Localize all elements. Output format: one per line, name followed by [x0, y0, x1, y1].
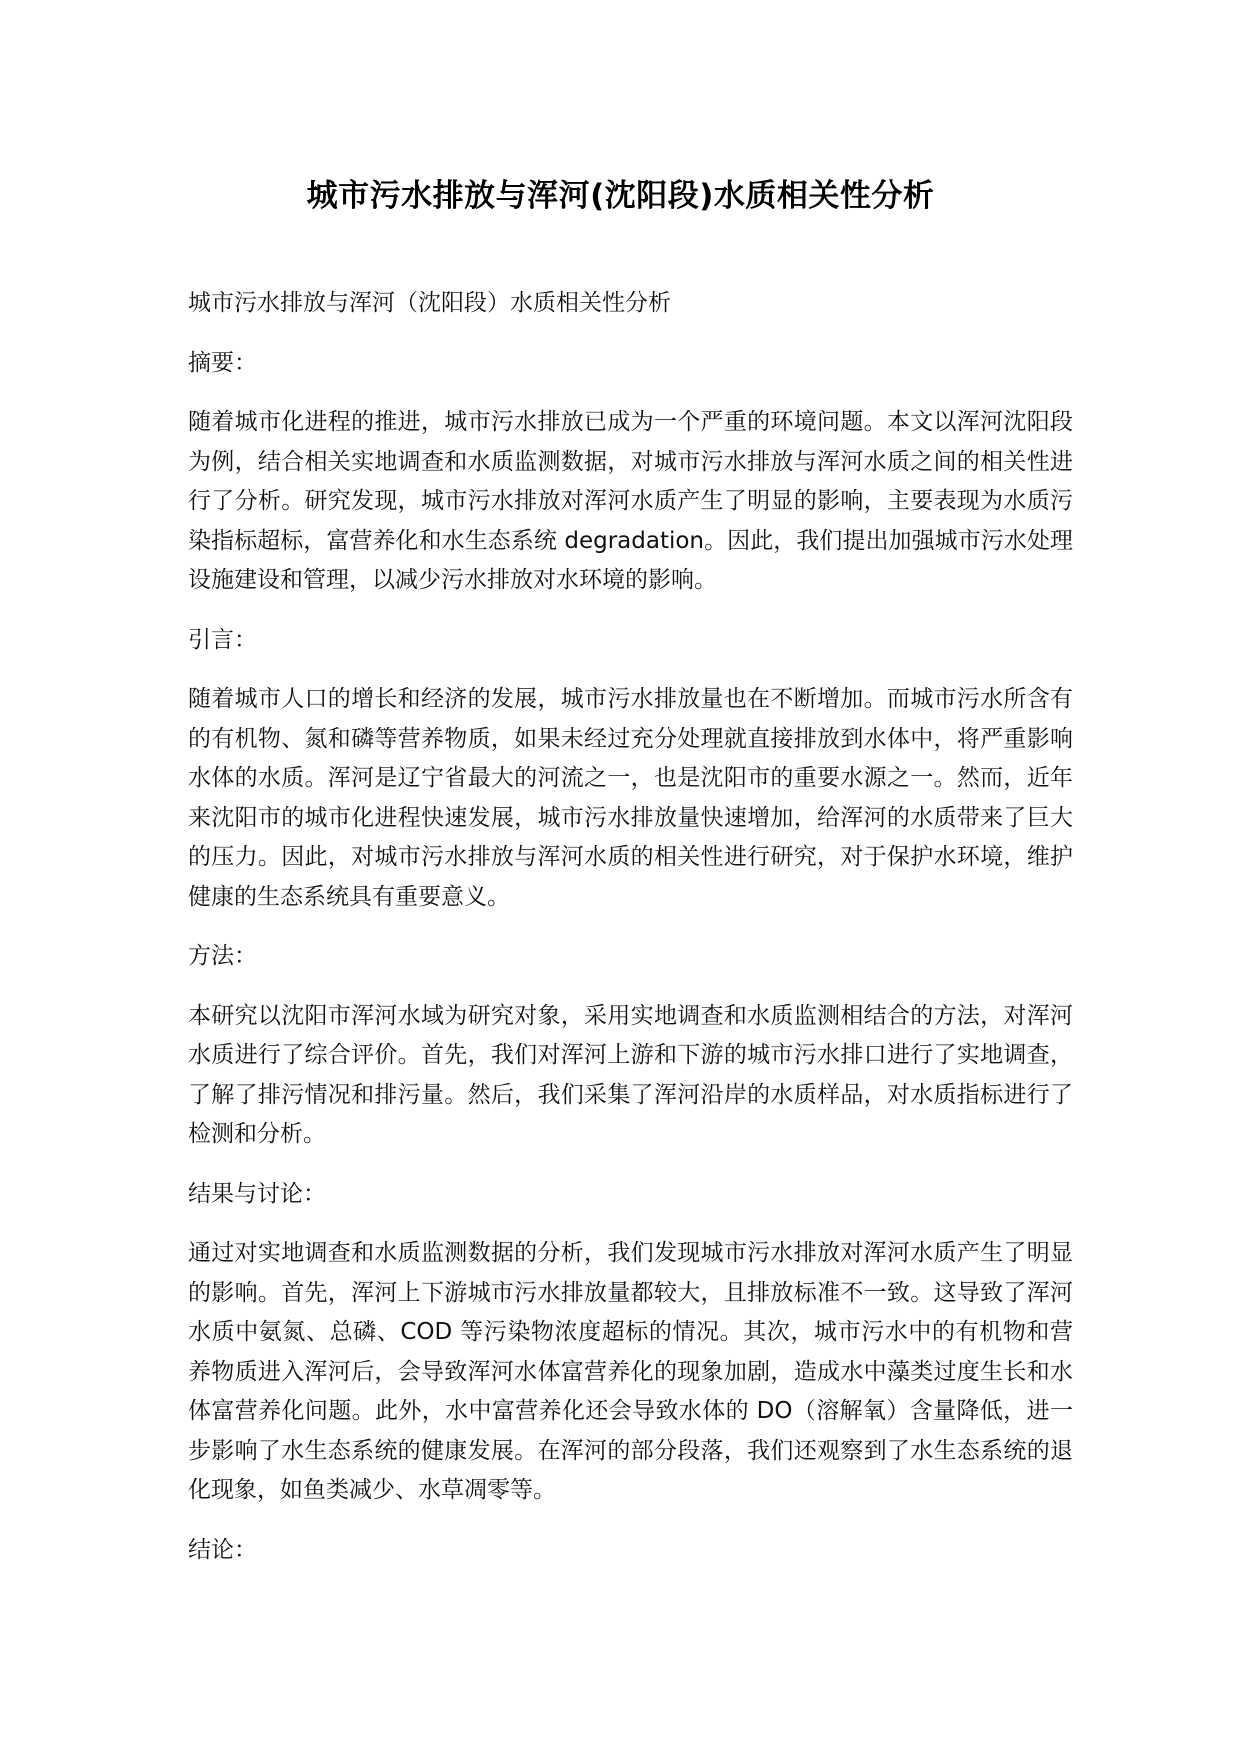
results-paragraph: 通过对实地调查和水质监测数据的分析，我们发现城市污水排放对浑河水质产生了明显的影响。首先，浑河上下游城市污水排放量都较大，且排放标准不一致。这导致了浑河水质中氨氮、总磷、COD 等污染物浓度超标的情况。其次，城市污水中的有机物和营养物质进入浑河后，会导致浑河水体富营养化的现象加剧，造成水中藻类过度生长和水体富营养化问题。此外，水中富营养化还会导致水体的 DO（溶解氧）含量降低，进一步影响了水生态系统的健康发展。在浑河的部分段落，我们还观察到了水生态系统的退化现象，如鱼类减少、水草凋零等。 [188, 1240, 1073, 1503]
document-title: 城市污水排放与浑河(沈阳段)水质相关性分析 [306, 178, 935, 214]
document-body [188, 284, 1073, 1570]
introduction-paragraph: 随着城市人口的增长和经济的发展，城市污水排放量也在不断增加。而城市污水所含有的有机物、氮和磷等营养物质，如果未经过充分处理就直接排放到水体中，将严重影响水体的水质。浑河是辽宁省最大的河流之一，也是沈阳市的重要水源之一。然而，近年来沈阳市的城市化进程快速发展，城市污水排放量快速增加，给浑河的水质带来了巨大的压力。因此，对城市污水排放与浑河水质的相关性进行研究，对于保护水环境，维护健康的生态系统具有重要意义。 [188, 686, 1073, 910]
conclusion-heading: 结论： [188, 1536, 257, 1563]
abstract-heading: 摘要： [188, 349, 257, 376]
methods-heading: 方法： [188, 943, 257, 969]
subtitle-paragraph: 城市污水排放与浑河（沈阳段）水质相关性分析 [188, 290, 671, 316]
methods-paragraph: 本研究以沈阳市浑河水域为研究对象，采用实地调查和水质监测相结合的方法，对浑河水质进行了综合评价。首先，我们对浑河上游和下游的城市污水排口进行了实地调查，了解了排污情况和排污量。然后，我们采集了浑河沿岸的水质样品，对水质指标进行了检测和分析。 [188, 1002, 1073, 1147]
abstract-paragraph: 随着城市化进程的推进，城市污水排放已成为一个严重的环境问题。本文以浑河沈阳段为例，结合相关实地调查和水质监测数据，对城市污水排放与浑河水质之间的相关性进行了分析。研究发现，城市污水排放对浑河水质产生了明显的影响，主要表现为水质污染指标超标，富营养化和水生态系统 degradation。因此，我们提出加强城市污水处理设施建设和管理，以减少污水排放对水环境的影响。 [188, 409, 1073, 593]
introduction-heading: 引言： [188, 626, 257, 653]
results-heading: 结果与讨论： [188, 1180, 326, 1207]
